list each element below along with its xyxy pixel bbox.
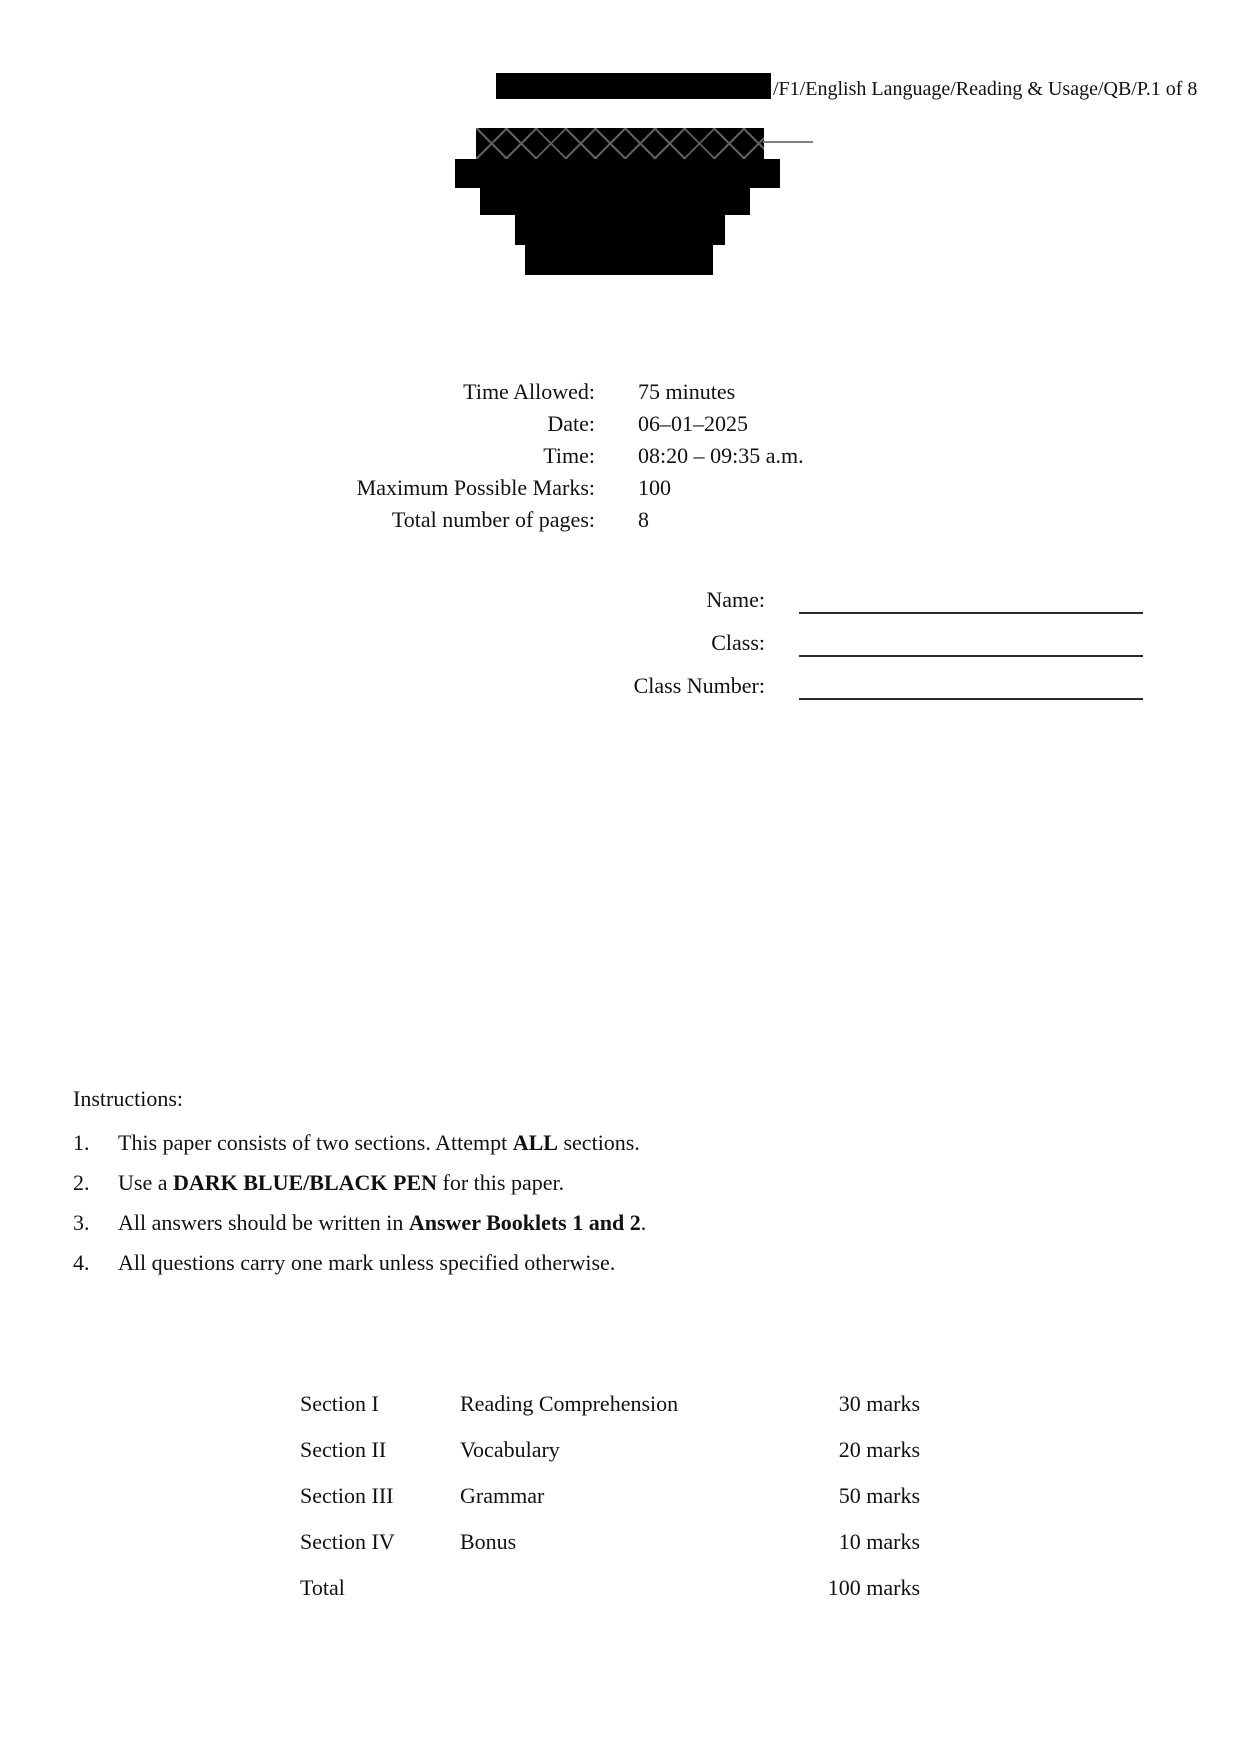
instruction-text: All answers should be written in Answer Booklets 1 and 2.	[118, 1210, 647, 1235]
section-marks: 100 marks	[827, 1575, 920, 1600]
instruction-item-2	[73, 1169, 1173, 1209]
instructions-block	[73, 1085, 1173, 1289]
section-marks: 10 marks	[838, 1529, 920, 1554]
section-label: Section III	[300, 1483, 394, 1508]
field-row-class-number	[400, 671, 1145, 714]
instruction-number: 4.	[73, 1250, 90, 1275]
table-row-section-3	[300, 1482, 920, 1528]
section-label: Total	[300, 1575, 345, 1600]
detail-label: Maximum Possible Marks:	[356, 475, 595, 500]
field-label: Name:	[706, 587, 765, 612]
detail-row-date	[200, 408, 900, 440]
detail-label: Date:	[547, 411, 595, 436]
section-name: Bonus	[460, 1529, 517, 1554]
instruction-text: Use a DARK BLUE/BLACK PEN for this paper.	[118, 1170, 565, 1195]
detail-value: 06–01–2025	[638, 411, 748, 436]
instruction-item-1	[73, 1129, 1173, 1169]
banner-redaction-row-4	[515, 215, 725, 245]
table-row-section-2	[300, 1436, 920, 1482]
table-row-section-4	[300, 1528, 920, 1574]
detail-row-time-allowed	[200, 376, 900, 408]
instruction-text: All questions carry one mark unless specified otherwise.	[118, 1250, 616, 1275]
section-label: Section II	[300, 1437, 387, 1462]
field-label: Class Number:	[633, 673, 765, 698]
banner-crosshatch-block	[476, 128, 764, 159]
instruction-text: This paper consists of two sections. Attempt ALL sections.	[118, 1130, 640, 1155]
section-label: Section IV	[300, 1529, 395, 1554]
field-row-name	[400, 585, 1145, 628]
detail-value: 75 minutes	[638, 379, 736, 404]
field-label: Class:	[711, 630, 765, 655]
field-row-class	[400, 628, 1145, 671]
section-label: Section I	[300, 1391, 379, 1416]
table-row-section-1	[300, 1390, 920, 1436]
detail-label: Total number of pages:	[391, 507, 595, 532]
section-marks: 50 marks	[838, 1483, 920, 1508]
instruction-item-3	[73, 1209, 1173, 1249]
instruction-number: 3.	[73, 1210, 90, 1235]
banner-redaction-row-5	[525, 245, 713, 275]
detail-label: Time Allowed:	[463, 379, 595, 404]
banner-redaction-row-3	[480, 188, 750, 215]
exam-details	[200, 376, 900, 536]
table-row-total	[300, 1574, 920, 1620]
detail-value: 100	[638, 475, 671, 500]
section-name: Reading Comprehension	[460, 1391, 679, 1416]
sections-marks-table	[300, 1390, 920, 1620]
section-name	[460, 1574, 828, 1620]
class-blank-line	[799, 655, 1143, 657]
detail-value: 08:20 – 09:35 a.m.	[638, 443, 804, 468]
section-name: Vocabulary	[460, 1437, 560, 1462]
paper-code: /F1/English Language/Reading & Usage/QB/P.1 of 8	[773, 78, 1198, 100]
instruction-number: 2.	[73, 1170, 90, 1195]
redacted-school-name-bar	[496, 73, 771, 99]
student-info-fields	[400, 585, 1145, 714]
section-marks: 20 marks	[838, 1437, 920, 1462]
detail-row-time	[200, 440, 900, 472]
detail-value: 8	[638, 507, 649, 532]
instruction-number: 1.	[73, 1130, 90, 1155]
instruction-item-4	[73, 1249, 1173, 1289]
name-blank-line	[799, 612, 1143, 614]
banner-rule-line	[763, 141, 813, 143]
instructions-title: Instructions:	[73, 1086, 183, 1111]
banner-redaction-row-2	[455, 159, 780, 188]
detail-row-total-pages	[200, 504, 900, 536]
detail-label: Time:	[543, 443, 595, 468]
section-name: Grammar	[460, 1483, 545, 1508]
class-number-blank-line	[799, 698, 1143, 700]
detail-row-max-marks	[200, 472, 900, 504]
section-marks: 30 marks	[838, 1391, 920, 1416]
